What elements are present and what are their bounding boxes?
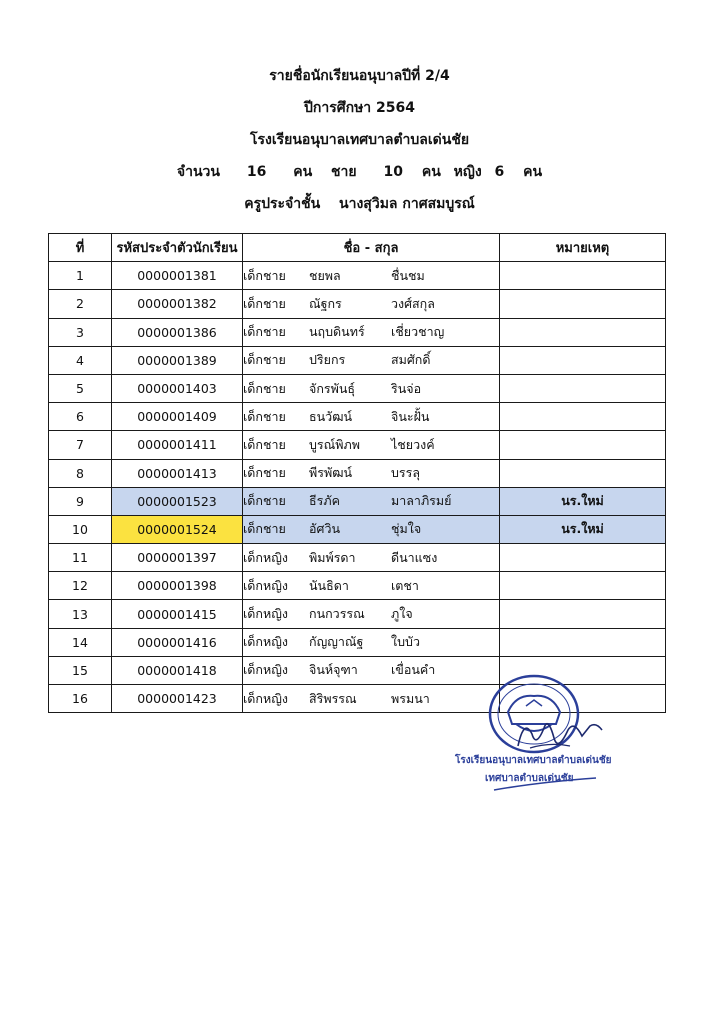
- student-name: [243, 487, 500, 515]
- student-name: [243, 572, 500, 600]
- first-name: จินห์จุฑา: [309, 662, 358, 678]
- last-name: พรมนา: [391, 690, 430, 706]
- first-name: นฤบดินทร์: [309, 324, 365, 340]
- male-count: 10: [383, 164, 403, 180]
- header-student-id: รหัสประจำตัวนักเรียน: [112, 234, 243, 262]
- student-id: 0000001409: [112, 403, 243, 431]
- total-count: 16: [246, 164, 267, 180]
- table-row: [49, 487, 666, 515]
- name-prefix: เด็กหญิง: [243, 662, 288, 678]
- note-cell: [500, 572, 666, 600]
- student-id: 0000001382: [112, 290, 243, 318]
- note-cell: [500, 374, 666, 402]
- first-name: ปริยกร: [309, 352, 346, 368]
- name-prefix: เด็กหญิง: [243, 549, 288, 565]
- male-unit: คน: [421, 164, 441, 180]
- row-number: 13: [49, 600, 112, 628]
- name-prefix: เด็กชาย: [243, 352, 286, 368]
- row-number: 11: [49, 544, 112, 572]
- note-cell: [500, 403, 666, 431]
- row-number: 6: [49, 403, 112, 431]
- school-name: โรงเรียนอนุบาลเทศบาลตำบลเด่นชัย: [249, 132, 470, 148]
- first-name: บูรณ์พิภพ: [309, 436, 360, 452]
- table-row: [49, 459, 666, 487]
- note-cell: [500, 318, 666, 346]
- first-name: กัญญาณัฐ: [309, 634, 364, 650]
- student-id: 0000001524: [112, 515, 243, 543]
- student-id: 0000001415: [112, 600, 243, 628]
- female-count: 6: [494, 164, 505, 180]
- first-name: พิมพ์รดา: [309, 549, 356, 565]
- note-cell: [500, 544, 666, 572]
- female-label: หญิง: [453, 164, 482, 180]
- last-name: รินจ่อ: [391, 380, 422, 396]
- student-id: 0000001411: [112, 431, 243, 459]
- row-number: 7: [49, 431, 112, 459]
- name-prefix: เด็กหญิง: [243, 690, 288, 706]
- note-cell: [500, 262, 666, 290]
- table-header-row: [49, 234, 666, 262]
- name-prefix: เด็กชาย: [243, 380, 286, 396]
- first-name: สิริพรรณ: [309, 690, 357, 706]
- last-name: เชี่ยวชาญ: [391, 324, 445, 340]
- last-name: เขื่อนคำ: [391, 662, 436, 678]
- table-row: [49, 431, 666, 459]
- student-id: 0000001423: [112, 685, 243, 713]
- teacher-line: [0, 188, 719, 220]
- signature: [510, 708, 610, 758]
- student-name: [243, 600, 500, 628]
- first-name: ชยพล: [309, 267, 341, 283]
- student-count-line: [0, 156, 719, 188]
- first-name: จักรพันธุ์: [309, 380, 356, 396]
- first-name: พีรพัฒน์: [309, 465, 353, 481]
- student-name: [243, 262, 500, 290]
- name-prefix: เด็กชาย: [243, 267, 286, 283]
- student-name: [243, 374, 500, 402]
- row-number: 5: [49, 374, 112, 402]
- table-row: [49, 374, 666, 402]
- student-name: [243, 515, 500, 543]
- last-name: มาลาภิรมย์: [391, 493, 452, 509]
- table-row: [49, 544, 666, 572]
- first-name: ธีรภัค: [309, 493, 340, 509]
- note-cell: [500, 600, 666, 628]
- row-number: 16: [49, 685, 112, 713]
- last-name: บรรลุ: [391, 465, 421, 481]
- student-name: [243, 656, 500, 684]
- last-name: ดีนาแซง: [391, 549, 438, 565]
- row-number: 4: [49, 346, 112, 374]
- row-number: 10: [49, 515, 112, 543]
- first-name: กนกวรรณ: [309, 606, 365, 622]
- table-row: [49, 403, 666, 431]
- student-id: 0000001386: [112, 318, 243, 346]
- last-name: จินะฝั้น: [391, 408, 430, 424]
- signature-underline: [490, 776, 600, 794]
- name-prefix: เด็กชาย: [243, 408, 286, 424]
- student-name: [243, 290, 500, 318]
- last-name: ไชยวงค์: [391, 436, 435, 452]
- student-roster-table: [48, 233, 666, 713]
- row-number: 14: [49, 628, 112, 656]
- table-row: [49, 318, 666, 346]
- document-title: รายชื่อนักเรียนอนุบาลปีที่ 2/4: [269, 68, 450, 84]
- note-cell: นร.ใหม่: [500, 515, 666, 543]
- name-prefix: เด็กชาย: [243, 436, 286, 452]
- name-prefix: เด็กชาย: [243, 295, 286, 311]
- table-row: [49, 628, 666, 656]
- note-cell: [500, 431, 666, 459]
- last-name: ใบบัว: [391, 634, 420, 650]
- student-name: [243, 628, 500, 656]
- first-name: อัศวิน: [309, 521, 341, 537]
- name-prefix: เด็กหญิง: [243, 577, 288, 593]
- table-row: [49, 572, 666, 600]
- note-cell: นร.ใหม่: [500, 487, 666, 515]
- first-name: นันธิดา: [309, 577, 349, 593]
- student-id: 0000001416: [112, 628, 243, 656]
- name-prefix: เด็กชาย: [243, 493, 286, 509]
- name-prefix: เด็กชาย: [243, 465, 286, 481]
- teacher-label: ครูประจำชั้น: [244, 196, 321, 212]
- academic-year: ปีการศึกษา 2564: [303, 100, 416, 116]
- table-row: [49, 290, 666, 318]
- header-name: ชื่อ - สกุล: [243, 234, 500, 262]
- row-number: 1: [49, 262, 112, 290]
- student-name: [243, 318, 500, 346]
- note-cell: [500, 459, 666, 487]
- name-prefix: เด็กหญิง: [243, 634, 288, 650]
- note-cell: [500, 628, 666, 656]
- student-id: 0000001398: [112, 572, 243, 600]
- last-name: ชื่นชม: [391, 267, 425, 283]
- last-name: ชุ่มใจ: [391, 521, 422, 537]
- header-no: ที่: [49, 234, 112, 262]
- female-unit: คน: [523, 164, 543, 180]
- table-row: [49, 515, 666, 543]
- signature-municipality: เทศบาลตำบลเด่นชัย: [485, 773, 574, 784]
- student-name: [243, 403, 500, 431]
- first-name: ธนวัฒน์: [309, 408, 353, 424]
- student-id: 0000001381: [112, 262, 243, 290]
- row-number: 8: [49, 459, 112, 487]
- header-note: หมายเหตุ: [500, 234, 666, 262]
- name-prefix: เด็กชาย: [243, 521, 286, 537]
- student-id: 0000001418: [112, 656, 243, 684]
- table-row: [49, 346, 666, 374]
- table-row: [49, 262, 666, 290]
- table-row: [49, 600, 666, 628]
- student-name: [243, 544, 500, 572]
- student-name: [243, 346, 500, 374]
- student-name: [243, 685, 500, 713]
- row-number: 3: [49, 318, 112, 346]
- teacher-name: นางสุวิมล กาศสมบูรณ์: [339, 196, 475, 212]
- student-id: 0000001413: [112, 459, 243, 487]
- first-name: ณัฐกร: [309, 295, 342, 311]
- student-id: 0000001389: [112, 346, 243, 374]
- student-id: 0000001397: [112, 544, 243, 572]
- row-number: 15: [49, 656, 112, 684]
- last-name: ภูใจ: [391, 606, 413, 622]
- row-number: 9: [49, 487, 112, 515]
- student-name: [243, 459, 500, 487]
- last-name: วงศ์สกุล: [391, 295, 435, 311]
- note-cell: [500, 346, 666, 374]
- note-cell: [500, 290, 666, 318]
- name-prefix: เด็กชาย: [243, 324, 286, 340]
- row-number: 2: [49, 290, 112, 318]
- male-label: ชาย: [331, 164, 357, 180]
- document-header: [0, 60, 719, 220]
- count-unit: คน: [293, 164, 313, 180]
- student-name: [243, 431, 500, 459]
- last-name: สมศักดิ์: [391, 352, 431, 368]
- last-name: เตชา: [391, 577, 419, 593]
- student-id: 0000001523: [112, 487, 243, 515]
- table-body: [49, 262, 666, 713]
- row-number: 12: [49, 572, 112, 600]
- signature-school: โรงเรียนอนุบาลเทศบาลตำบลเด่นชัย: [455, 755, 612, 766]
- student-id: 0000001403: [112, 374, 243, 402]
- name-prefix: เด็กหญิง: [243, 606, 288, 622]
- count-label: จำนวน: [176, 164, 220, 180]
